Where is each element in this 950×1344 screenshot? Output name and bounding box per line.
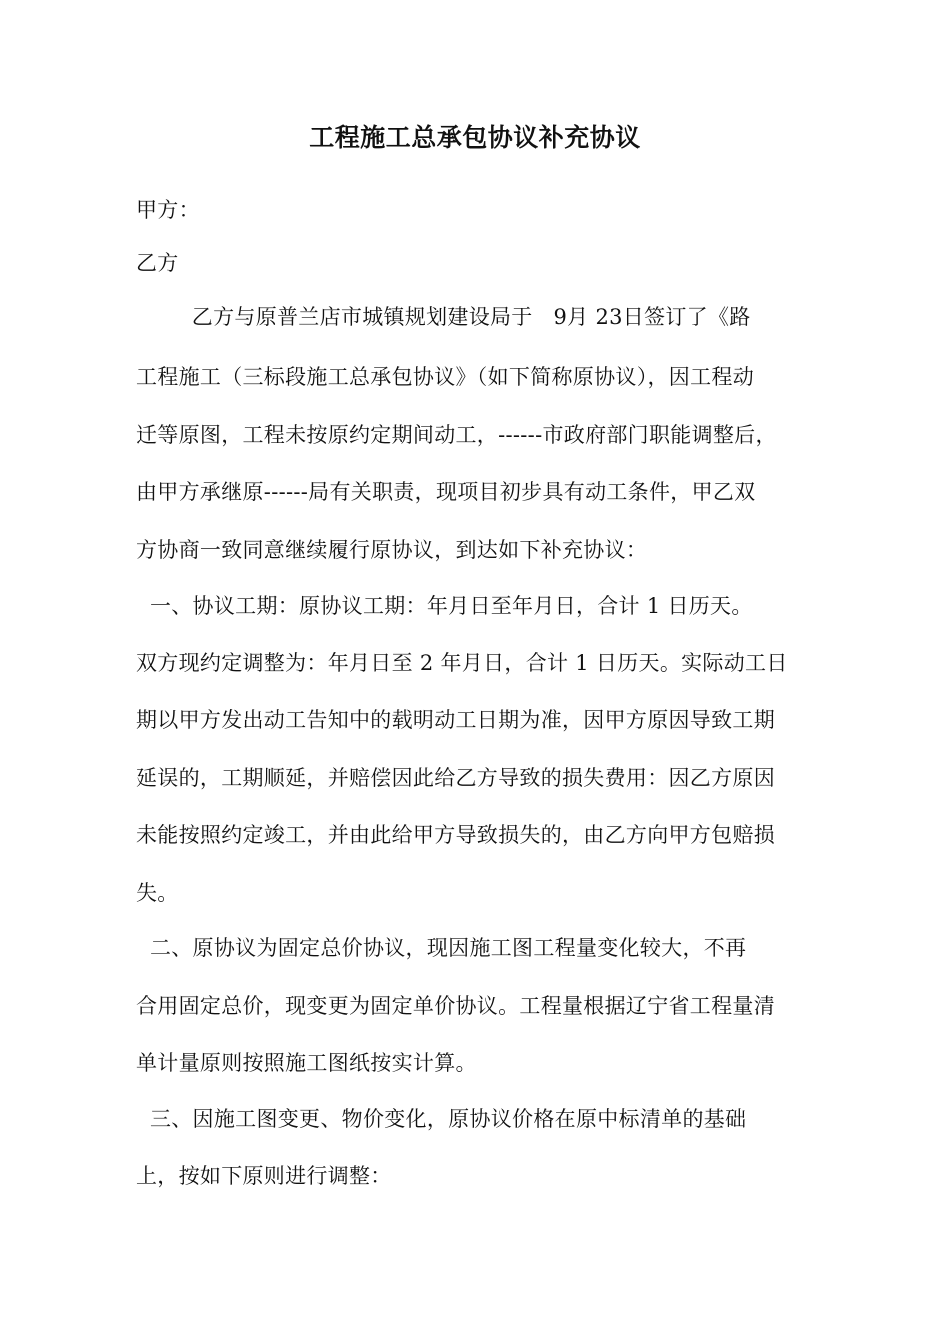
- clause-1-line: 双方现约定调整为：年月日至 2 年月日，合计 1 日历天。实际动工日: [136, 651, 788, 675]
- clause-2-line: 合用固定总价，现变更为固定单价协议。工程量根据辽宁省工程量清: [136, 994, 775, 1018]
- clause-1-line: 延误的，工期顺延，并赔偿因此给乙方导致的损失费用：因乙方原因: [136, 766, 775, 790]
- clause-2-line: 单计量原则按照施工图纸按实计算。: [136, 1051, 477, 1075]
- clause-3-line: 三、因施工图变更、物价变化，原协议价格在原中标清单的基础: [136, 1107, 747, 1131]
- clause-3-line: 上，按如下原则进行调整：: [136, 1164, 392, 1188]
- clause-1-line: 未能按照约定竣工，并由此给甲方导致损失的，由乙方向甲方包赔损: [136, 823, 775, 847]
- body-line: 由甲方承继原------局有关职责，现项目初步具有动工条件，甲乙双: [136, 480, 756, 504]
- party-a-label: 甲方：: [136, 198, 200, 222]
- body-line: 工程施工（三标段施工总承包协议》（如下简称原协议），因工程动: [136, 365, 754, 389]
- clause-2-line: 二、原协议为固定总价协议，现因施工图工程量变化较大，不再: [136, 936, 747, 960]
- body-line: 乙方与原普兰店市城镇规划建设局于 9月 23日签订了《路: [136, 305, 751, 329]
- document-title: 工程施工总承包协议补充协议: [309, 123, 641, 152]
- body-line: 迁等原图，工程未按原约定期间动工，------市政府部门职能调整后，: [136, 423, 777, 447]
- clause-1-line: 一、协议工期：原协议工期：年月日至年月日，合计 1 日历天。: [136, 594, 753, 618]
- clause-1-line: 期以甲方发出动工告知中的载明动工日期为准，因甲方原因导致工期: [136, 708, 775, 732]
- body-line: 方协商一致同意继续履行原协议，到达如下补充协议：: [136, 538, 648, 562]
- clause-1-line: 失。: [136, 881, 179, 905]
- party-b-label: 乙方: [136, 251, 179, 275]
